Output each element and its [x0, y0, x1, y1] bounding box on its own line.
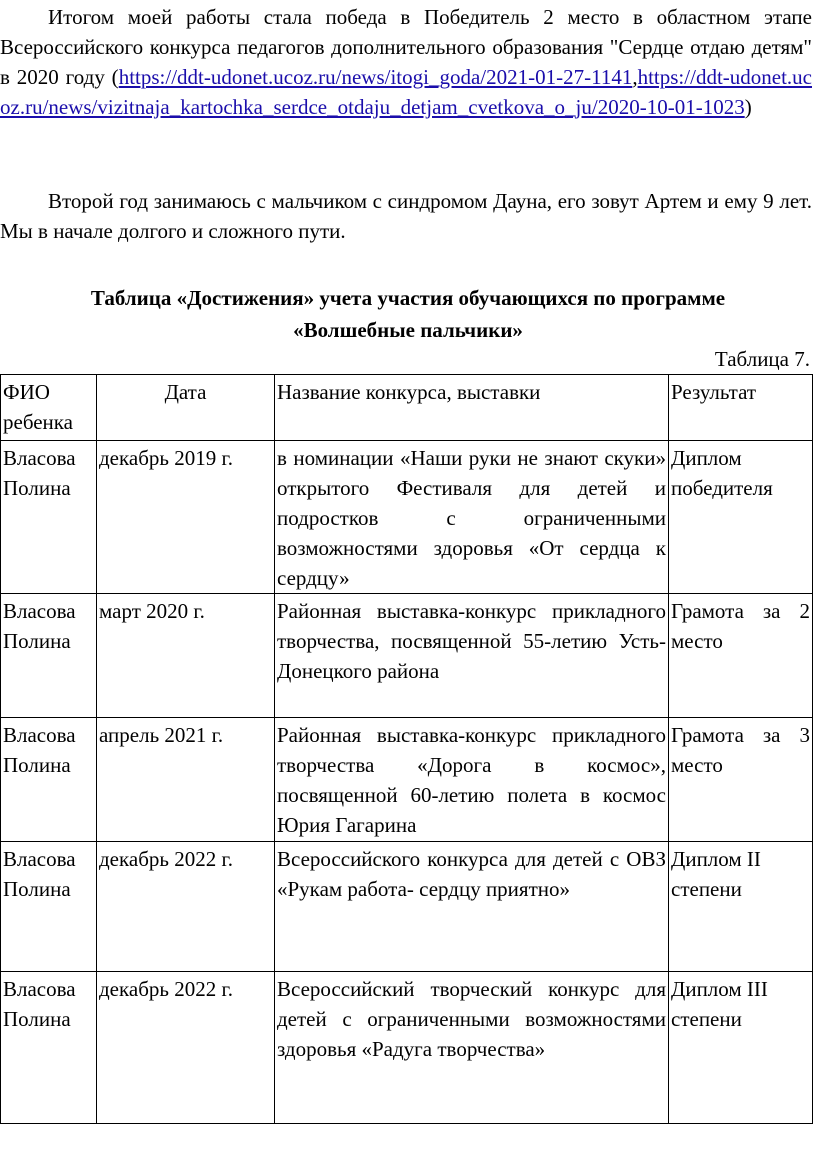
table-row	[1, 842, 813, 972]
cell-date: декабрь 2022 г.	[97, 842, 275, 972]
table-header-row	[1, 375, 813, 441]
link-separator: ,	[632, 65, 638, 89]
cell-result: Грамота за 2 место	[669, 594, 813, 718]
cell-date: март 2020 г.	[97, 594, 275, 718]
cell-child-name: Власова Полина	[1, 842, 97, 972]
intro-paragraph-2: Второй год занимаюсь с мальчиком с синдромом Дауна, его зовут Артем и ему 9 лет. Мы в начале долгого и сложного пути.	[0, 189, 812, 243]
news-link-vizitnaja-kartochka[interactable]: https://ddt-udonet.ucoz.ru/news/vizitnaja_kartochka_serdce_otdaju_detjam_cvetkova_o_ju/2020-10-01-1023	[0, 65, 812, 119]
intro-paragraph-1	[0, 2, 812, 122]
intro-tail-text: )	[744, 95, 752, 119]
cell-child-name: Власова Полина	[1, 594, 97, 718]
cell-contest: Районная выставка-конкурс прикладного творчества «Дорога в космос», посвященной 60-летию полета в космос Юрия Гагарина	[275, 718, 669, 842]
table-row	[1, 441, 813, 594]
intro-lead-text: Итогом моей работы стала победа в Победитель 2 место в областном этапе Всероссийского конкурса педагогов дополнительного образования "Сердце отдаю детям" в 2020 году (	[0, 5, 812, 89]
cell-child-name: Власова Полина	[1, 441, 97, 594]
cell-child-name: Власова Полина	[1, 972, 97, 1124]
cell-date: декабрь 2019 г.	[97, 441, 275, 594]
cell-result: Грамота за 3 место	[669, 718, 813, 842]
cell-contest: в номинации «Наши руки не знают скуки» открытого Фестиваля для детей и подростков с ограниченными возможностями здоровья «От сердца к сердцу»	[275, 441, 669, 594]
header-contest-name: Название конкурса, выставки	[275, 375, 669, 441]
news-link-itogi-goda[interactable]: https://ddt-udonet.ucoz.ru/news/itogi_goda/2021-01-27-1141	[118, 65, 633, 89]
table-caption: Таблица 7.	[714, 347, 810, 371]
table-row	[1, 718, 813, 842]
table-row	[1, 972, 813, 1124]
cell-result: Диплом III степени	[669, 972, 813, 1124]
table-title-line-2: «Волшебные пальчики»	[293, 318, 523, 342]
header-result: Результат	[669, 375, 813, 441]
table-title-line-1: Таблица «Достижения» учета участия обучающихся по программе	[90, 286, 726, 310]
achievements-table	[0, 374, 813, 1124]
cell-result: Диплом победителя	[669, 441, 813, 594]
cell-child-name: Власова Полина	[1, 718, 97, 842]
table-row	[1, 594, 813, 718]
header-date: Дата	[97, 375, 275, 441]
cell-contest: Районная выставка-конкурс прикладного творчества, посвященной 55-летию Усть-Донецкого района	[275, 594, 669, 718]
cell-contest: Всероссийского конкурса для детей с ОВЗ «Рукам работа- сердцу приятно»	[275, 842, 669, 972]
cell-date: апрель 2021 г.	[97, 718, 275, 842]
cell-result: Диплом II степени	[669, 842, 813, 972]
cell-contest: Всероссийский творческий конкурс для детей с ограниченными возможностями здоровья «Радуга творчества»	[275, 972, 669, 1124]
cell-date: декабрь 2022 г.	[97, 972, 275, 1124]
header-child-name: ФИО ребенка	[1, 375, 97, 441]
